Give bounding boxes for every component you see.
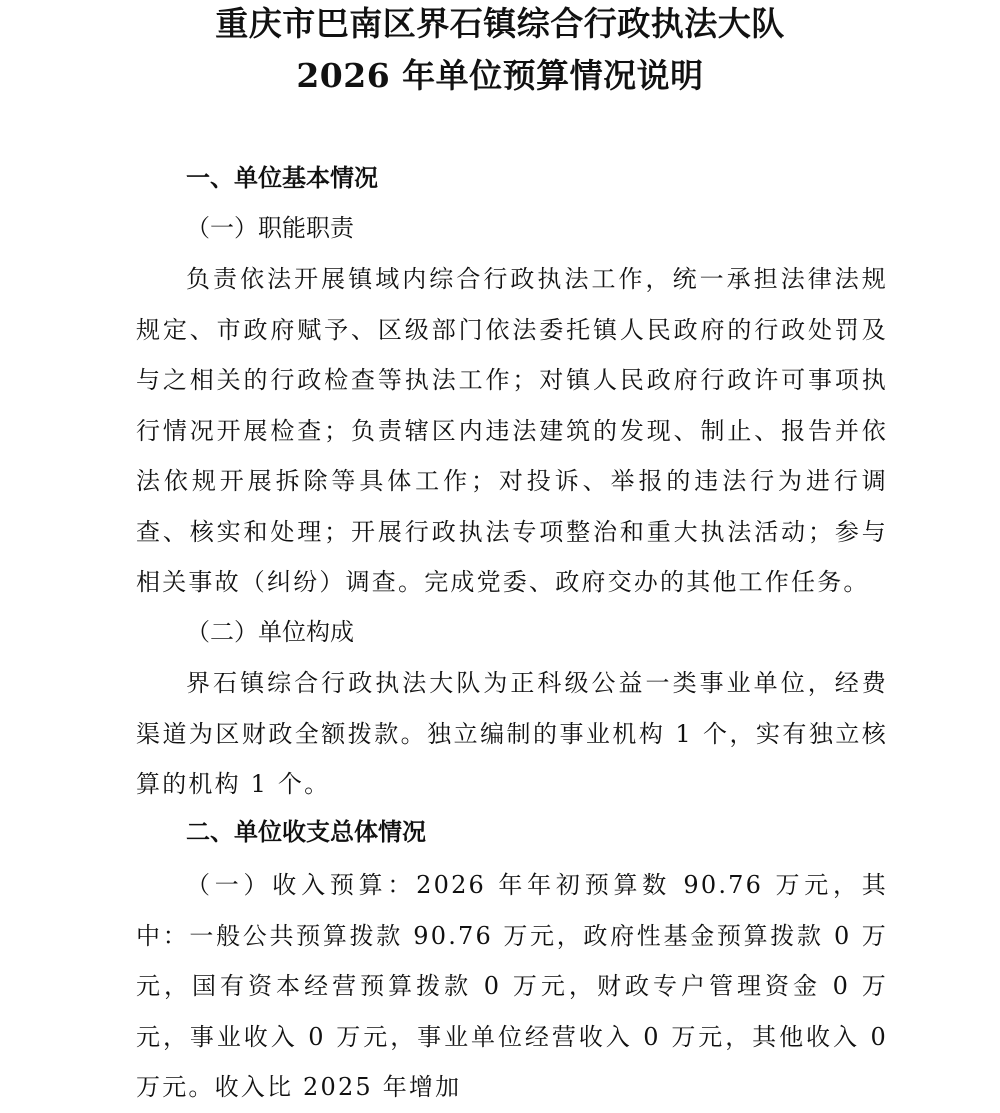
section1-sub2-paragraph: 界石镇综合行政执法大队为正科级公益一类事业单位，经费渠道为区财政全额拨款。独立编制的事业机构 1 个，实有独立核算的机构 1 个。 xyxy=(136,669,888,798)
section2-heading: 二、单位收支总体情况 xyxy=(186,817,426,846)
document-title-line2: 2026 年单位预算情况说明 xyxy=(296,56,704,95)
section2-sub1-paragraph: （一）收入预算：2026 年年初预算数 90.76 万元，其中：一般公共预算拨款 90.76 万元，政府性基金预算拨款 0 万元，国有资本经营预算拨款 0 万元，财政专户管理资金 0 万元，事业收入 0 万元，事业单位经营收入 0 万元，其他收入 0 万元。收入比 2025 年增加 xyxy=(136,871,888,1101)
document-title-line1: 重庆市巴南区界石镇综合行政执法大队 xyxy=(215,4,785,43)
section1-sub2-heading: （二）单位构成 xyxy=(186,618,354,646)
section1-sub1-paragraph: 负责依法开展镇域内综合行政执法工作，统一承担法律法规规定、市政府赋予、区级部门依法委托镇人民政府的行政处罚及与之相关的行政检查等执法工作；对镇人民政府行政许可事项执行情况开展检查；负责辖区内违法建筑的发现、制止、报告并依法依规开展拆除等具体工作；对投诉、举报的违法行为进行调查、核实和处理；开展行政执法专项整治和重大执法活动；参与相关事故（纠纷）调查。完成党委、政府交办的其他工作任务。 xyxy=(136,265,888,596)
section1-sub1-heading: （一）职能职责 xyxy=(186,214,354,242)
section1-heading: 一、单位基本情况 xyxy=(186,163,378,192)
